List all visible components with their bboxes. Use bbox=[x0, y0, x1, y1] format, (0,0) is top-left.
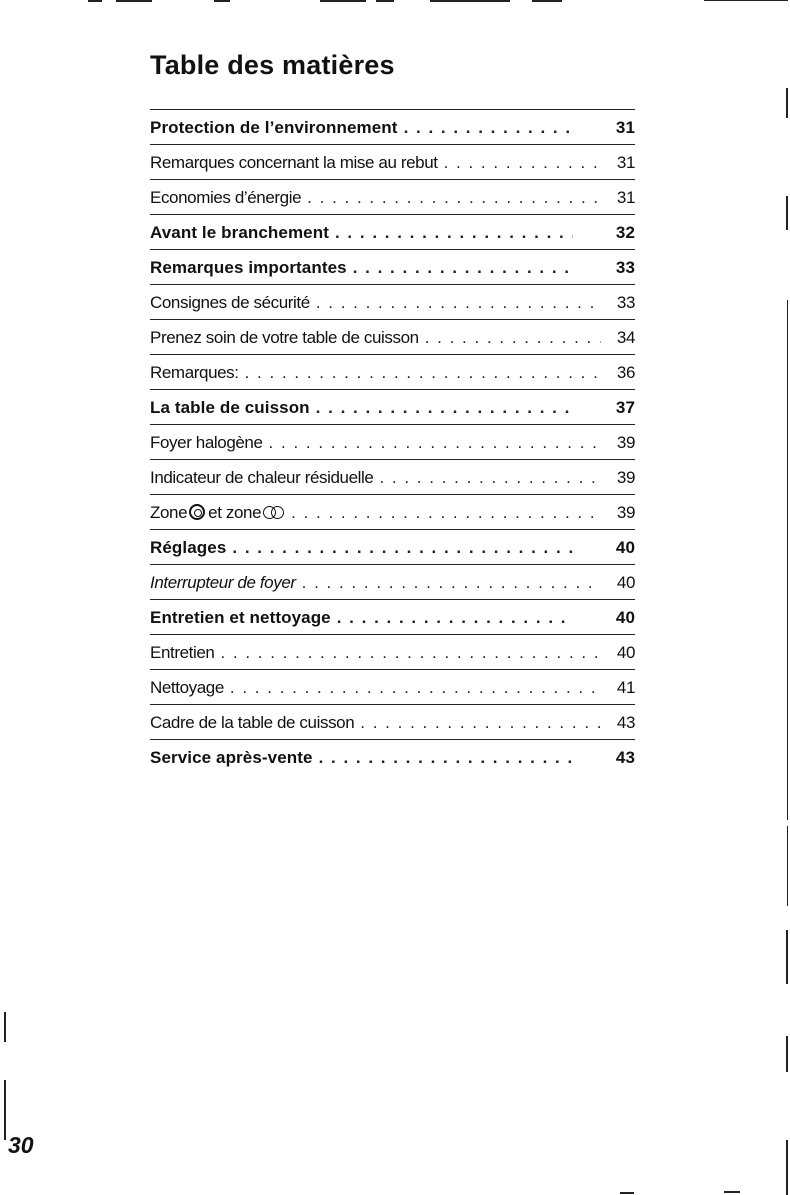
toc-entry-label: Cadre de la table de cuisson bbox=[150, 713, 355, 732]
edge-line bbox=[786, 1036, 788, 1072]
toc-entry bbox=[150, 109, 635, 144]
toc-entry-page: 40 bbox=[615, 538, 635, 557]
toc-entry bbox=[150, 179, 635, 214]
toc-entry bbox=[150, 529, 635, 564]
toc-entry-label: Consignes de sécurité bbox=[150, 293, 310, 312]
edge-line bbox=[786, 930, 788, 984]
toc-entry-page: 43 bbox=[616, 713, 635, 732]
toc-entry bbox=[150, 354, 635, 389]
dot-leader bbox=[316, 398, 573, 418]
toc-entry-page: 31 bbox=[615, 118, 635, 137]
dot-leader bbox=[379, 468, 601, 488]
toc-entry-page: 39 bbox=[616, 433, 635, 452]
dot-leader bbox=[319, 748, 573, 768]
toc-entry-label: Entretien et nettoyage bbox=[150, 608, 331, 627]
toc-entry-label: Réglages bbox=[150, 538, 227, 557]
edge-line bbox=[786, 196, 788, 230]
toc-entry bbox=[150, 669, 635, 704]
toc-entry-page: 40 bbox=[616, 573, 635, 592]
toc-entry bbox=[150, 319, 635, 354]
dot-leader bbox=[404, 118, 573, 138]
toc-entry-page: 32 bbox=[615, 223, 635, 242]
dot-leader bbox=[302, 573, 601, 593]
dot-leader bbox=[232, 538, 573, 558]
toc-entry-page: 40 bbox=[616, 643, 635, 662]
dot-leader bbox=[269, 433, 601, 453]
toc-entry-label: Remarques importantes bbox=[150, 258, 347, 277]
toc-entry bbox=[150, 599, 635, 634]
edge-line bbox=[787, 300, 788, 820]
dot-leader bbox=[307, 188, 601, 208]
toc-entry bbox=[150, 739, 635, 774]
toc-entry-label: Prenez soin de votre table de cuisson bbox=[150, 328, 419, 347]
toc-entry-page: 39 bbox=[616, 468, 635, 487]
page-title: Table des matières bbox=[150, 50, 395, 80]
toc-entry-page: 41 bbox=[616, 678, 635, 697]
crop-mark bbox=[116, 0, 152, 2]
dot-leader bbox=[230, 678, 601, 698]
toc-entry-label: Nettoyage bbox=[150, 678, 224, 697]
toc-entry-page: 36 bbox=[616, 363, 635, 382]
toc-entry bbox=[150, 564, 635, 599]
table-of-contents bbox=[150, 109, 635, 774]
toc-entry-label: Protection de l’environnement bbox=[150, 118, 398, 137]
toc-entry bbox=[150, 214, 635, 249]
toc-entry-page: 33 bbox=[616, 293, 635, 312]
toc-entry bbox=[150, 249, 635, 284]
toc-entry-label-part: et zone bbox=[208, 503, 262, 522]
crop-mark bbox=[620, 1192, 634, 1194]
toc-entry bbox=[150, 389, 635, 424]
toc-entry-page: 37 bbox=[615, 398, 635, 417]
crop-mark bbox=[724, 1191, 740, 1193]
edge-line bbox=[786, 1140, 788, 1195]
toc-entry-label: Indicateur de chaleur résiduelle bbox=[150, 468, 374, 487]
crop-mark bbox=[532, 0, 562, 2]
edge-line bbox=[787, 826, 788, 906]
dot-leader bbox=[425, 328, 601, 348]
toc-entry-page: 43 bbox=[615, 748, 635, 767]
edge-line bbox=[786, 88, 788, 118]
toc-entry-label: Service après-vente bbox=[150, 748, 313, 767]
dot-leader bbox=[335, 223, 573, 243]
dot-leader bbox=[245, 363, 601, 383]
toc-entry bbox=[150, 494, 635, 529]
toc-entry-label: Economies d’énergie bbox=[150, 188, 302, 207]
toc-entry-label: Interrupteur de foyer bbox=[150, 573, 296, 592]
toc-entry-label: Remarques concernant la mise au rebut bbox=[150, 153, 438, 172]
single-circle-zone-icon bbox=[189, 504, 205, 520]
toc-entry bbox=[150, 424, 635, 459]
toc-entry-label bbox=[150, 503, 285, 523]
dot-leader bbox=[444, 153, 601, 173]
crop-mark bbox=[430, 0, 510, 2]
dot-leader bbox=[353, 258, 573, 278]
dot-leader bbox=[220, 643, 601, 663]
toc-entry bbox=[150, 459, 635, 494]
page-number: 30 bbox=[8, 1132, 34, 1158]
dot-leader bbox=[316, 293, 601, 313]
dot-leader bbox=[360, 713, 601, 733]
dot-leader bbox=[337, 608, 573, 628]
crop-mark bbox=[704, 0, 788, 1]
toc-entry-label: Remarques: bbox=[150, 363, 239, 382]
toc-entry-page: 40 bbox=[615, 608, 635, 627]
toc-entry-page: 31 bbox=[616, 153, 635, 172]
edge-line bbox=[4, 1012, 6, 1042]
toc-entry-label: Avant le branchement bbox=[150, 223, 329, 242]
dot-leader bbox=[291, 503, 601, 523]
toc-entry-page: 39 bbox=[616, 503, 635, 522]
double-circle-zone-icon bbox=[263, 505, 285, 520]
crop-mark bbox=[376, 0, 394, 2]
toc-entry-label-part: Zone bbox=[150, 503, 188, 522]
crop-mark bbox=[320, 0, 366, 2]
toc-entry bbox=[150, 704, 635, 739]
toc-entry-label: Entretien bbox=[150, 643, 215, 662]
toc-entry-page: 34 bbox=[616, 328, 635, 347]
toc-entry bbox=[150, 144, 635, 179]
crop-mark bbox=[214, 0, 230, 2]
edge-line bbox=[4, 1080, 6, 1140]
toc-entry-label: Foyer halogène bbox=[150, 433, 263, 452]
toc-entry-page: 33 bbox=[615, 258, 635, 277]
crop-mark bbox=[88, 0, 102, 2]
toc-entry-label: La table de cuisson bbox=[150, 398, 310, 417]
toc-entry-page: 31 bbox=[616, 188, 635, 207]
toc-entry bbox=[150, 634, 635, 669]
toc-entry bbox=[150, 284, 635, 319]
